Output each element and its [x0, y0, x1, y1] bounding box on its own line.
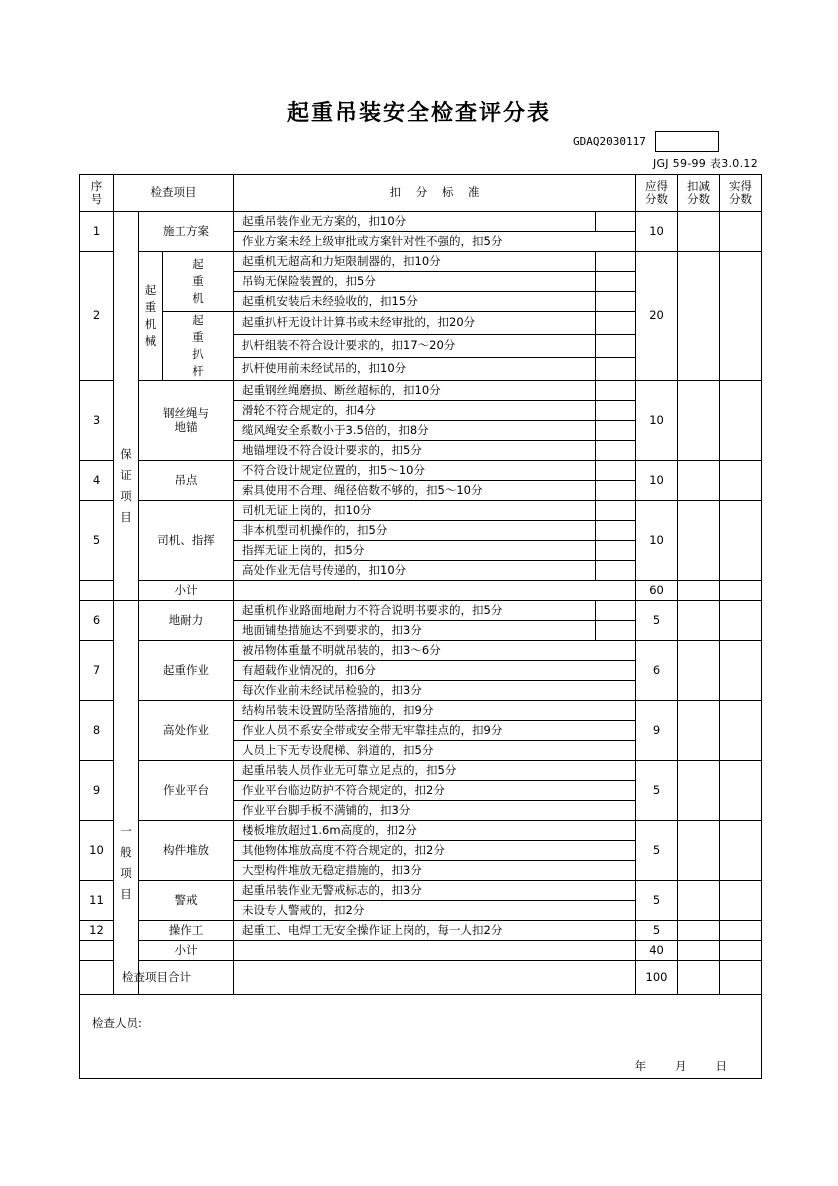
subtotal-score: 60 [636, 581, 678, 601]
due-score: 5 [636, 921, 678, 941]
inspection-score-table [79, 174, 762, 1079]
criteria-cell: 不符合设计规定位置的，扣5～10分 [234, 461, 596, 481]
table-row [80, 821, 762, 841]
extra-cell [596, 561, 636, 581]
criteria-cell: 结构吊装未设置防坠落措施的，扣9分 [234, 701, 636, 721]
criteria-cell: 扒杆组装不符合设计要求的，扣17～20分 [234, 335, 596, 358]
header-actual: 实得分数 [720, 175, 762, 212]
due-score: 20 [636, 252, 678, 381]
extra-cell [596, 441, 636, 461]
deduct-score[interactable] [678, 921, 720, 941]
item-cell: 作业平台 [139, 761, 234, 821]
seq-cell: 2 [80, 252, 114, 381]
extra-cell [596, 521, 636, 541]
form-code: GDAQ2030117 [573, 135, 646, 148]
item-cell: 吊点 [139, 461, 234, 501]
actual-score[interactable] [720, 881, 762, 921]
actual-score[interactable] [720, 581, 762, 601]
deduct-score[interactable] [678, 581, 720, 601]
table-row [80, 252, 762, 272]
subtotal-row-guarantee [80, 581, 762, 601]
table-row [80, 701, 762, 721]
due-score: 5 [636, 821, 678, 881]
item-cell: 地耐力 [139, 601, 234, 641]
seq-cell: 12 [80, 921, 114, 941]
subtotal-label: 小计 [139, 581, 234, 601]
seq-cell: 5 [80, 501, 114, 581]
table-row [80, 381, 762, 401]
total-row [80, 961, 762, 995]
criteria-cell: 缆风绳安全系数小于3.5倍的，扣8分 [234, 421, 596, 441]
table-row [80, 921, 762, 941]
table-row [80, 641, 762, 661]
due-score: 6 [636, 641, 678, 701]
standard-reference: JGJ 59-99 表3.0.12 [652, 157, 758, 170]
extra-cell [596, 541, 636, 561]
criteria-cell: 其他物体堆放高度不符合规定的，扣2分 [234, 841, 636, 861]
table-row [80, 461, 762, 481]
criteria-cell: 扒杆使用前未经试吊的，扣10分 [234, 358, 596, 381]
due-score: 10 [636, 212, 678, 252]
criteria-cell: 作业平台脚手板不满铺的，扣3分 [234, 801, 636, 821]
seq-cell: 1 [80, 212, 114, 252]
deduct-score[interactable] [678, 641, 720, 701]
actual-score[interactable] [720, 961, 762, 995]
seq-cell: 7 [80, 641, 114, 701]
item-cell: 钢丝绳与地锚 [139, 381, 234, 461]
due-score: 10 [636, 501, 678, 581]
seq-cell: 9 [80, 761, 114, 821]
extra-cell [596, 421, 636, 441]
extra-cell [596, 272, 636, 292]
group-general: 一般项目 [114, 601, 139, 995]
criteria-cell: 起重工、电焊工无安全操作证上岗的，每一人扣2分 [234, 921, 636, 941]
total-criteria [234, 961, 636, 995]
subtotal-row-general [80, 941, 762, 961]
item-cell: 构件堆放 [139, 821, 234, 881]
actual-score[interactable] [720, 701, 762, 761]
inspector-section[interactable] [80, 995, 762, 1079]
seq-cell [80, 941, 114, 961]
table-row [80, 501, 762, 521]
actual-score[interactable] [720, 941, 762, 961]
header-criteria: 扣 分 标 准 [234, 175, 636, 212]
criteria-cell: 人员上下无专设爬梯、斜道的，扣5分 [234, 741, 636, 761]
extra-cell [596, 401, 636, 421]
due-score: 10 [636, 461, 678, 501]
footer-row [80, 995, 762, 1079]
criteria-cell: 有超载作业情况的，扣6分 [234, 661, 636, 681]
item-derrick: 起重扒杆 [163, 312, 234, 381]
due-score: 10 [636, 381, 678, 461]
extra-cell [596, 461, 636, 481]
due-score: 5 [636, 761, 678, 821]
actual-score[interactable] [720, 641, 762, 701]
criteria-cell: 起重机作业路面地耐力不符合说明书要求的，扣5分 [234, 601, 596, 621]
due-score: 5 [636, 881, 678, 921]
deduct-score[interactable] [678, 821, 720, 881]
actual-score[interactable] [720, 921, 762, 941]
header-item: 检查项目 [114, 175, 234, 212]
deduct-score[interactable] [678, 961, 720, 995]
criteria-cell: 非本机型司机操作的，扣5分 [234, 521, 596, 541]
subtotal-criteria [234, 941, 636, 961]
subtotal-label: 小计 [139, 941, 234, 961]
criteria-cell: 起重机无超高和力矩限制器的，扣10分 [234, 252, 596, 272]
item-cell: 警戒 [139, 881, 234, 921]
seq-cell: 3 [80, 381, 114, 461]
code-suffix-box[interactable] [655, 131, 719, 152]
seq-cell: 4 [80, 461, 114, 501]
item-cell: 施工方案 [139, 212, 234, 252]
deduct-score[interactable] [678, 461, 720, 501]
criteria-cell: 每次作业前未经试吊检验的，扣3分 [234, 681, 636, 701]
group-guarantee: 保证项目 [114, 212, 139, 601]
deduct-score[interactable] [678, 212, 720, 252]
due-score: 5 [636, 601, 678, 641]
deduct-score[interactable] [678, 601, 720, 641]
deduct-score[interactable] [678, 252, 720, 381]
actual-score[interactable] [720, 761, 762, 821]
extra-cell [596, 212, 636, 232]
item-cell: 高处作业 [139, 701, 234, 761]
criteria-cell: 作业平台临边防护不符合规定的，扣2分 [234, 781, 636, 801]
criteria-cell: 指挥无证上岗的，扣5分 [234, 541, 596, 561]
deduct-score[interactable] [678, 381, 720, 461]
criteria-cell: 地锚埋设不符合设计要求的，扣5分 [234, 441, 596, 461]
header-row [80, 175, 762, 212]
actual-score[interactable] [720, 821, 762, 881]
criteria-cell: 高处作业无信号传递的，扣10分 [234, 561, 596, 581]
actual-score[interactable] [720, 461, 762, 501]
inspector-label: 检查人员: [92, 1016, 142, 1030]
table-row [80, 761, 762, 781]
total-label: 检查项目合计 [80, 961, 234, 995]
extra-cell [596, 292, 636, 312]
extra-cell [596, 358, 636, 381]
criteria-cell: 未设专人警戒的，扣2分 [234, 901, 636, 921]
seq-cell: 11 [80, 881, 114, 921]
extra-cell [596, 501, 636, 521]
seq-cell: 10 [80, 821, 114, 881]
subtotal-criteria [234, 581, 636, 601]
seq-cell [80, 581, 114, 601]
header-due: 应得分数 [636, 175, 678, 212]
item-cell: 起重作业 [139, 641, 234, 701]
extra-cell [596, 252, 636, 272]
actual-score[interactable] [720, 601, 762, 641]
header-seq: 序号 [80, 175, 114, 212]
criteria-cell: 起重扒杆无设计计算书或未经审批的，扣20分 [234, 312, 596, 335]
criteria-cell: 地面铺垫措施达不到要求的，扣3分 [234, 621, 596, 641]
criteria-cell: 楼板堆放超过1.6m高度的，扣2分 [234, 821, 636, 841]
deduct-score[interactable] [678, 701, 720, 761]
deduct-score[interactable] [678, 881, 720, 921]
extra-cell [596, 335, 636, 358]
item-cell: 操作工 [139, 921, 234, 941]
item-crane: 起重机 [163, 252, 234, 312]
item-crane-machinery: 起重机械 [139, 252, 163, 381]
table-row [80, 212, 762, 232]
criteria-cell: 作业人员不系安全带或安全带无牢靠挂点的，扣9分 [234, 721, 636, 741]
extra-cell [596, 481, 636, 501]
due-score: 9 [636, 701, 678, 761]
criteria-cell: 吊钩无保险装置的，扣5分 [234, 272, 596, 292]
subtotal-score: 40 [636, 941, 678, 961]
seq-cell: 6 [80, 601, 114, 641]
deduct-score[interactable] [678, 941, 720, 961]
criteria-cell: 索具使用不合理、绳径倍数不够的，扣5～10分 [234, 481, 596, 501]
criteria-cell: 作业方案未经上级审批或方案针对性不强的，扣5分 [234, 232, 636, 252]
actual-score[interactable] [720, 381, 762, 461]
extra-cell [596, 312, 636, 335]
total-score: 100 [636, 961, 678, 995]
criteria-cell: 司机无证上岗的，扣10分 [234, 501, 596, 521]
actual-score[interactable] [720, 212, 762, 252]
criteria-cell: 起重吊装人员作业无可靠立足点的，扣5分 [234, 761, 636, 781]
date-label: 年 月 日 [634, 1058, 728, 1073]
criteria-cell: 起重吊装作业无方案的，扣10分 [234, 212, 596, 232]
criteria-cell: 滑轮不符合规定的，扣4分 [234, 401, 596, 421]
table-row [80, 881, 762, 901]
deduct-score[interactable] [678, 761, 720, 821]
extra-cell [596, 381, 636, 401]
extra-cell [596, 601, 636, 621]
page-title: 起重吊装安全检查评分表 [286, 101, 551, 126]
criteria-cell: 起重吊装作业无警戒标志的，扣3分 [234, 881, 636, 901]
criteria-cell: 起重钢丝绳磨损、断丝超标的，扣10分 [234, 381, 596, 401]
seq-cell: 8 [80, 701, 114, 761]
criteria-cell: 大型构件堆放无稳定措施的，扣3分 [234, 861, 636, 881]
table-row [80, 601, 762, 621]
extra-cell [596, 621, 636, 641]
item-cell: 司机、指挥 [139, 501, 234, 581]
criteria-cell: 被吊物体重量不明就吊装的，扣3～6分 [234, 641, 636, 661]
header-deduct: 扣减分数 [678, 175, 720, 212]
actual-score[interactable] [720, 252, 762, 381]
deduct-score[interactable] [678, 501, 720, 581]
actual-score[interactable] [720, 501, 762, 581]
criteria-cell: 起重机安装后未经验收的，扣15分 [234, 292, 596, 312]
